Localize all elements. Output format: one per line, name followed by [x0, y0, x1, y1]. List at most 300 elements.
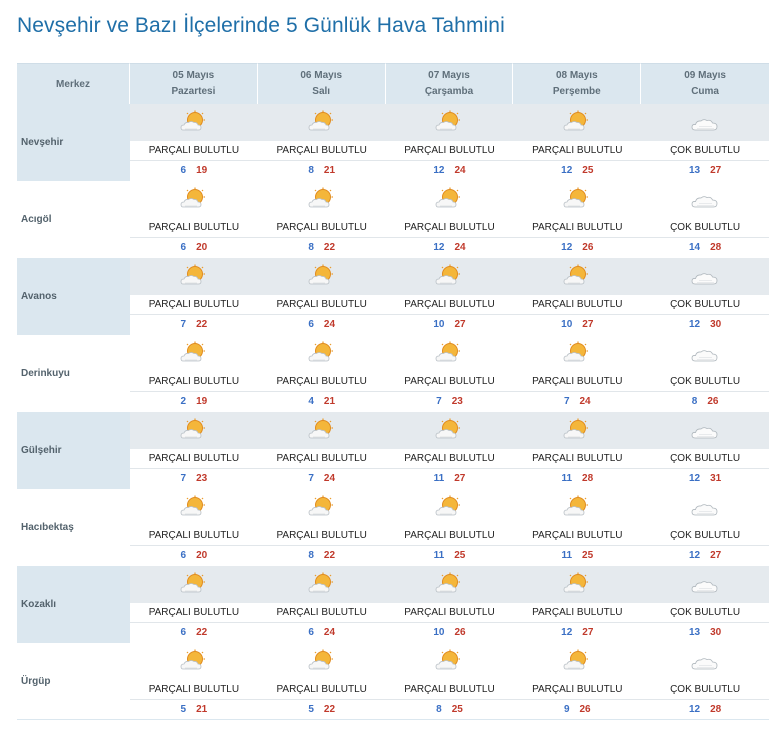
condition-label: ÇOK BULUTLU	[641, 527, 769, 546]
icon-area	[641, 181, 769, 219]
temperature-range	[386, 392, 514, 412]
min-temperature: 12	[688, 704, 701, 715]
city-row	[17, 643, 769, 720]
icon-area	[130, 104, 258, 142]
max-temperature: 25	[582, 550, 594, 561]
forecast-cell	[513, 566, 641, 643]
max-temperature: 20	[196, 550, 208, 561]
icon-area	[386, 104, 514, 142]
min-temperature: 11	[433, 473, 445, 484]
condition-label: PARÇALI BULUTLU	[513, 142, 641, 161]
icon-area	[513, 489, 641, 527]
forecast-cell	[513, 104, 641, 181]
condition-label: PARÇALI BULUTLU	[258, 681, 386, 700]
max-temperature: 27	[710, 165, 722, 176]
day-name: Perşembe	[552, 86, 601, 97]
max-temperature: 28	[710, 242, 722, 253]
condition-label: PARÇALI BULUTLU	[386, 604, 514, 623]
partly-cloudy-icon	[562, 649, 592, 673]
icon-area	[258, 412, 386, 450]
icon-area	[641, 643, 769, 681]
partly-cloudy-icon	[307, 649, 337, 673]
condition-label: PARÇALI BULUTLU	[386, 142, 514, 161]
forecast-cell	[130, 181, 258, 258]
min-temperature: 9	[563, 704, 570, 715]
temperature-range	[513, 315, 641, 335]
min-temperature: 10	[561, 319, 573, 330]
temperature-range	[386, 161, 514, 181]
icon-area	[386, 181, 514, 219]
city-row	[17, 181, 769, 258]
forecast-cell	[258, 643, 386, 720]
city-row	[17, 566, 769, 643]
temperature-range	[386, 469, 514, 489]
temperature-range	[258, 700, 386, 720]
temperature-range	[130, 469, 258, 489]
icon-area	[258, 181, 386, 219]
forecast-cell	[641, 489, 769, 566]
condition-label: PARÇALI BULUTLU	[258, 604, 386, 623]
min-temperature: 8	[691, 396, 698, 407]
condition-label: PARÇALI BULUTLU	[130, 681, 258, 700]
icon-area	[130, 566, 258, 604]
forecast-cell	[513, 489, 641, 566]
forecast-cell	[258, 258, 386, 335]
forecast-cell	[258, 489, 386, 566]
partly-cloudy-icon	[307, 418, 337, 442]
temperature-range	[130, 546, 258, 566]
city-name: Gülşehir	[17, 412, 130, 489]
forecast-cell	[130, 566, 258, 643]
temperature-range	[513, 392, 641, 412]
forecast-cell	[130, 258, 258, 335]
city-name: Derinkuyu	[17, 335, 130, 412]
min-temperature: 10	[433, 627, 445, 638]
temperature-range	[386, 238, 514, 258]
partly-cloudy-icon	[179, 341, 209, 365]
min-temperature: 7	[180, 473, 187, 484]
temperature-range	[258, 623, 386, 643]
condition-label: PARÇALI BULUTLU	[513, 450, 641, 469]
day-name: Çarşamba	[424, 86, 474, 97]
cloudy-icon	[690, 264, 720, 288]
header-day-5	[641, 63, 769, 104]
forecast-cell	[130, 104, 258, 181]
city-name: Kozaklı	[17, 566, 130, 643]
max-temperature: 25	[454, 550, 466, 561]
min-temperature: 6	[180, 242, 187, 253]
temperature-range	[130, 161, 258, 181]
cloudy-icon	[690, 187, 720, 211]
forecast-cell	[258, 335, 386, 412]
condition-label: PARÇALI BULUTLU	[513, 296, 641, 315]
forecast-cell	[386, 643, 514, 720]
max-temperature: 22	[323, 550, 336, 561]
forecast-cell	[386, 335, 514, 412]
temperature-range	[513, 238, 641, 258]
partly-cloudy-icon	[307, 264, 337, 288]
city-row	[17, 489, 769, 566]
temperature-range	[641, 238, 769, 258]
temperature-range	[258, 469, 386, 489]
forecast-cell	[641, 181, 769, 258]
condition-label: PARÇALI BULUTLU	[130, 296, 258, 315]
min-temperature: 12	[688, 550, 701, 561]
partly-cloudy-icon	[179, 418, 209, 442]
forecast-cell	[258, 181, 386, 258]
max-temperature: 22	[323, 242, 336, 253]
temperature-range	[258, 392, 386, 412]
partly-cloudy-icon	[562, 495, 592, 519]
partly-cloudy-icon	[434, 110, 464, 134]
partly-cloudy-icon	[434, 495, 464, 519]
max-temperature: 26	[579, 704, 591, 715]
header-day-1	[130, 63, 258, 104]
min-temperature: 14	[688, 242, 701, 253]
condition-label: PARÇALI BULUTLU	[130, 604, 258, 623]
min-temperature: 10	[433, 319, 445, 330]
min-temperature: 2	[180, 396, 187, 407]
max-temperature: 30	[710, 319, 722, 330]
forecast-cell	[258, 412, 386, 489]
min-temperature: 6	[180, 165, 187, 176]
temperature-range	[641, 546, 769, 566]
partly-cloudy-icon	[434, 264, 464, 288]
min-temperature: 8	[308, 165, 314, 176]
min-temperature: 4	[308, 396, 314, 407]
city-name: Ürgüp	[17, 643, 130, 720]
icon-area	[130, 412, 258, 450]
icon-area	[641, 104, 769, 142]
forecast-cell	[513, 181, 641, 258]
max-temperature: 24	[323, 319, 336, 330]
condition-label: PARÇALI BULUTLU	[130, 527, 258, 546]
forecast-cell	[386, 104, 514, 181]
icon-area	[513, 258, 641, 296]
partly-cloudy-icon	[179, 110, 209, 134]
min-temperature: 8	[436, 704, 442, 715]
temperature-range	[641, 315, 769, 335]
temperature-range	[513, 546, 641, 566]
temperature-range	[130, 315, 258, 335]
min-temperature: 12	[433, 165, 445, 176]
forecast-cell	[641, 412, 769, 489]
partly-cloudy-icon	[307, 187, 337, 211]
max-temperature: 26	[454, 627, 466, 638]
temperature-range	[641, 161, 769, 181]
header-day-4	[513, 63, 641, 104]
city-row	[17, 412, 769, 489]
partly-cloudy-icon	[562, 341, 592, 365]
day-date: 06 Mayıs	[300, 70, 343, 81]
city-name: Hacıbektaş	[17, 489, 130, 566]
condition-label: PARÇALI BULUTLU	[386, 527, 514, 546]
forecast-cell	[386, 412, 514, 489]
max-temperature: 28	[582, 473, 594, 484]
max-temperature: 25	[582, 165, 594, 176]
partly-cloudy-icon	[562, 110, 592, 134]
partly-cloudy-icon	[179, 187, 209, 211]
condition-label: PARÇALI BULUTLU	[258, 142, 386, 161]
icon-area	[513, 566, 641, 604]
max-temperature: 26	[582, 242, 594, 253]
max-temperature: 24	[323, 473, 336, 484]
forecast-cell	[513, 335, 641, 412]
min-temperature: 12	[561, 627, 573, 638]
min-temperature: 13	[688, 627, 701, 638]
forecast-cell	[386, 566, 514, 643]
partly-cloudy-icon	[562, 187, 592, 211]
max-temperature: 31	[710, 473, 722, 484]
max-temperature: 24	[454, 165, 466, 176]
icon-area	[386, 643, 514, 681]
temperature-range	[641, 392, 769, 412]
condition-label: ÇOK BULUTLU	[641, 681, 769, 700]
max-temperature: 22	[196, 627, 208, 638]
max-temperature: 21	[323, 396, 336, 407]
city-row	[17, 104, 769, 181]
header-day-2	[258, 63, 386, 104]
temperature-range	[130, 392, 258, 412]
max-temperature: 26	[707, 396, 719, 407]
condition-label: PARÇALI BULUTLU	[513, 681, 641, 700]
partly-cloudy-icon	[307, 341, 337, 365]
forecast-cell	[386, 181, 514, 258]
icon-area	[513, 104, 641, 142]
icon-area	[513, 412, 641, 450]
forecast-cell	[386, 489, 514, 566]
condition-label: ÇOK BULUTLU	[641, 450, 769, 469]
temperature-range	[386, 315, 514, 335]
max-temperature: 23	[196, 473, 208, 484]
condition-label: PARÇALI BULUTLU	[258, 450, 386, 469]
icon-area	[258, 489, 386, 527]
max-temperature: 23	[451, 396, 463, 407]
temperature-range	[513, 469, 641, 489]
partly-cloudy-icon	[434, 341, 464, 365]
condition-label: PARÇALI BULUTLU	[386, 450, 514, 469]
cloudy-icon	[690, 495, 720, 519]
icon-area	[258, 258, 386, 296]
max-temperature: 19	[196, 165, 208, 176]
icon-area	[258, 335, 386, 373]
condition-label: PARÇALI BULUTLU	[386, 373, 514, 392]
icon-area	[386, 412, 514, 450]
icon-area	[641, 489, 769, 527]
min-temperature: 12	[561, 242, 573, 253]
condition-label: PARÇALI BULUTLU	[513, 219, 641, 238]
condition-label: PARÇALI BULUTLU	[258, 296, 386, 315]
cloudy-icon	[690, 418, 720, 442]
condition-label: PARÇALI BULUTLU	[513, 527, 641, 546]
temperature-range	[258, 546, 386, 566]
min-temperature: 5	[180, 704, 187, 715]
header-day-3	[386, 63, 514, 104]
max-temperature: 27	[582, 319, 594, 330]
condition-label: PARÇALI BULUTLU	[513, 373, 641, 392]
condition-label: PARÇALI BULUTLU	[130, 373, 258, 392]
forecast-cell	[641, 335, 769, 412]
max-temperature: 30	[710, 627, 722, 638]
temperature-range	[386, 546, 514, 566]
forecast-cell	[130, 489, 258, 566]
day-date: 09 Mayıs	[684, 70, 726, 81]
min-temperature: 6	[180, 627, 187, 638]
icon-area	[386, 489, 514, 527]
max-temperature: 25	[451, 704, 463, 715]
min-temperature: 11	[433, 550, 445, 561]
icon-area	[258, 104, 386, 142]
max-temperature: 21	[196, 704, 208, 715]
day-date: 08 Mayıs	[555, 70, 598, 81]
max-temperature: 27	[454, 319, 466, 330]
forecast-cell	[641, 104, 769, 181]
condition-label: ÇOK BULUTLU	[641, 373, 769, 392]
condition-label: ÇOK BULUTLU	[641, 604, 769, 623]
condition-label: PARÇALI BULUTLU	[386, 681, 514, 700]
city-name: Avanos	[17, 258, 130, 335]
min-temperature: 6	[308, 627, 314, 638]
icon-area	[386, 258, 514, 296]
partly-cloudy-icon	[307, 495, 337, 519]
partly-cloudy-icon	[562, 264, 592, 288]
temperature-range	[513, 623, 641, 643]
condition-label: PARÇALI BULUTLU	[258, 219, 386, 238]
icon-area	[130, 181, 258, 219]
max-temperature: 22	[196, 319, 208, 330]
icon-area	[641, 335, 769, 373]
condition-label: ÇOK BULUTLU	[641, 219, 769, 238]
min-temperature: 12	[688, 473, 701, 484]
forecast-cell	[258, 566, 386, 643]
temperature-range	[258, 161, 386, 181]
cloudy-icon	[690, 572, 720, 596]
partly-cloudy-icon	[307, 110, 337, 134]
condition-label: PARÇALI BULUTLU	[258, 373, 386, 392]
min-temperature: 6	[180, 550, 187, 561]
icon-area	[130, 258, 258, 296]
min-temperature: 6	[308, 319, 314, 330]
icon-area	[641, 412, 769, 450]
min-temperature: 7	[308, 473, 314, 484]
min-temperature: 13	[688, 165, 701, 176]
header-city-label: Merkez	[17, 63, 130, 104]
icon-area	[641, 258, 769, 296]
max-temperature: 27	[582, 627, 594, 638]
icon-area	[513, 181, 641, 219]
min-temperature: 5	[308, 704, 314, 715]
max-temperature: 19	[196, 396, 208, 407]
partly-cloudy-icon	[179, 572, 209, 596]
condition-label: PARÇALI BULUTLU	[130, 450, 258, 469]
max-temperature: 28	[710, 704, 722, 715]
max-temperature: 24	[454, 242, 466, 253]
min-temperature: 12	[561, 165, 573, 176]
max-temperature: 22	[323, 704, 336, 715]
day-name: Pazartesi	[171, 86, 216, 97]
max-temperature: 24	[579, 396, 591, 407]
icon-area	[513, 335, 641, 373]
day-date: 05 Mayıs	[172, 70, 215, 81]
forecast-cell	[513, 412, 641, 489]
forecast-cell	[513, 643, 641, 720]
city-row	[17, 335, 769, 412]
partly-cloudy-icon	[179, 264, 209, 288]
temperature-range	[258, 315, 386, 335]
temperature-range	[130, 700, 258, 720]
icon-area	[130, 335, 258, 373]
cloudy-icon	[690, 341, 720, 365]
city-name: Nevşehir	[17, 104, 130, 181]
day-date: 07 Mayıs	[428, 70, 470, 81]
max-temperature: 20	[196, 242, 208, 253]
forecast-cell	[513, 258, 641, 335]
temperature-range	[513, 700, 641, 720]
min-temperature: 11	[561, 550, 573, 561]
temperature-range	[130, 238, 258, 258]
min-temperature: 7	[563, 396, 570, 407]
cloudy-icon	[690, 649, 720, 673]
temperature-range	[386, 623, 514, 643]
page-title: Nevşehir ve Bazı İlçelerinde 5 Günlük Hava Tahmini	[17, 14, 505, 37]
temperature-range	[386, 700, 514, 720]
icon-area	[258, 643, 386, 681]
cloudy-icon	[690, 110, 720, 134]
condition-label: PARÇALI BULUTLU	[258, 527, 386, 546]
day-name: Cuma	[691, 86, 719, 97]
min-temperature: 12	[688, 319, 701, 330]
max-temperature: 27	[454, 473, 466, 484]
partly-cloudy-icon	[434, 187, 464, 211]
temperature-range	[258, 238, 386, 258]
icon-area	[130, 489, 258, 527]
partly-cloudy-icon	[434, 418, 464, 442]
condition-label: PARÇALI BULUTLU	[386, 219, 514, 238]
condition-label: PARÇALI BULUTLU	[130, 142, 258, 161]
min-temperature: 8	[308, 242, 314, 253]
day-name: Salı	[312, 86, 331, 97]
city-row	[17, 258, 769, 335]
city-name: Acıgöl	[17, 181, 130, 258]
min-temperature: 8	[308, 550, 314, 561]
condition-label: PARÇALI BULUTLU	[130, 219, 258, 238]
partly-cloudy-icon	[434, 572, 464, 596]
forecast-cell	[130, 643, 258, 720]
min-temperature: 7	[180, 319, 187, 330]
forecast-cell	[130, 335, 258, 412]
icon-area	[386, 335, 514, 373]
forecast-cell	[386, 258, 514, 335]
temperature-range	[130, 623, 258, 643]
icon-area	[386, 566, 514, 604]
temperature-range	[513, 161, 641, 181]
condition-label: PARÇALI BULUTLU	[386, 296, 514, 315]
partly-cloudy-icon	[179, 649, 209, 673]
partly-cloudy-icon	[434, 649, 464, 673]
max-temperature: 27	[710, 550, 722, 561]
temperature-range	[641, 623, 769, 643]
condition-label: ÇOK BULUTLU	[641, 142, 769, 161]
condition-label: ÇOK BULUTLU	[641, 296, 769, 315]
partly-cloudy-icon	[562, 572, 592, 596]
icon-area	[258, 566, 386, 604]
icon-area	[513, 643, 641, 681]
partly-cloudy-icon	[307, 572, 337, 596]
temperature-range	[641, 469, 769, 489]
max-temperature: 21	[323, 165, 336, 176]
max-temperature: 24	[323, 627, 336, 638]
forecast-cell	[641, 643, 769, 720]
